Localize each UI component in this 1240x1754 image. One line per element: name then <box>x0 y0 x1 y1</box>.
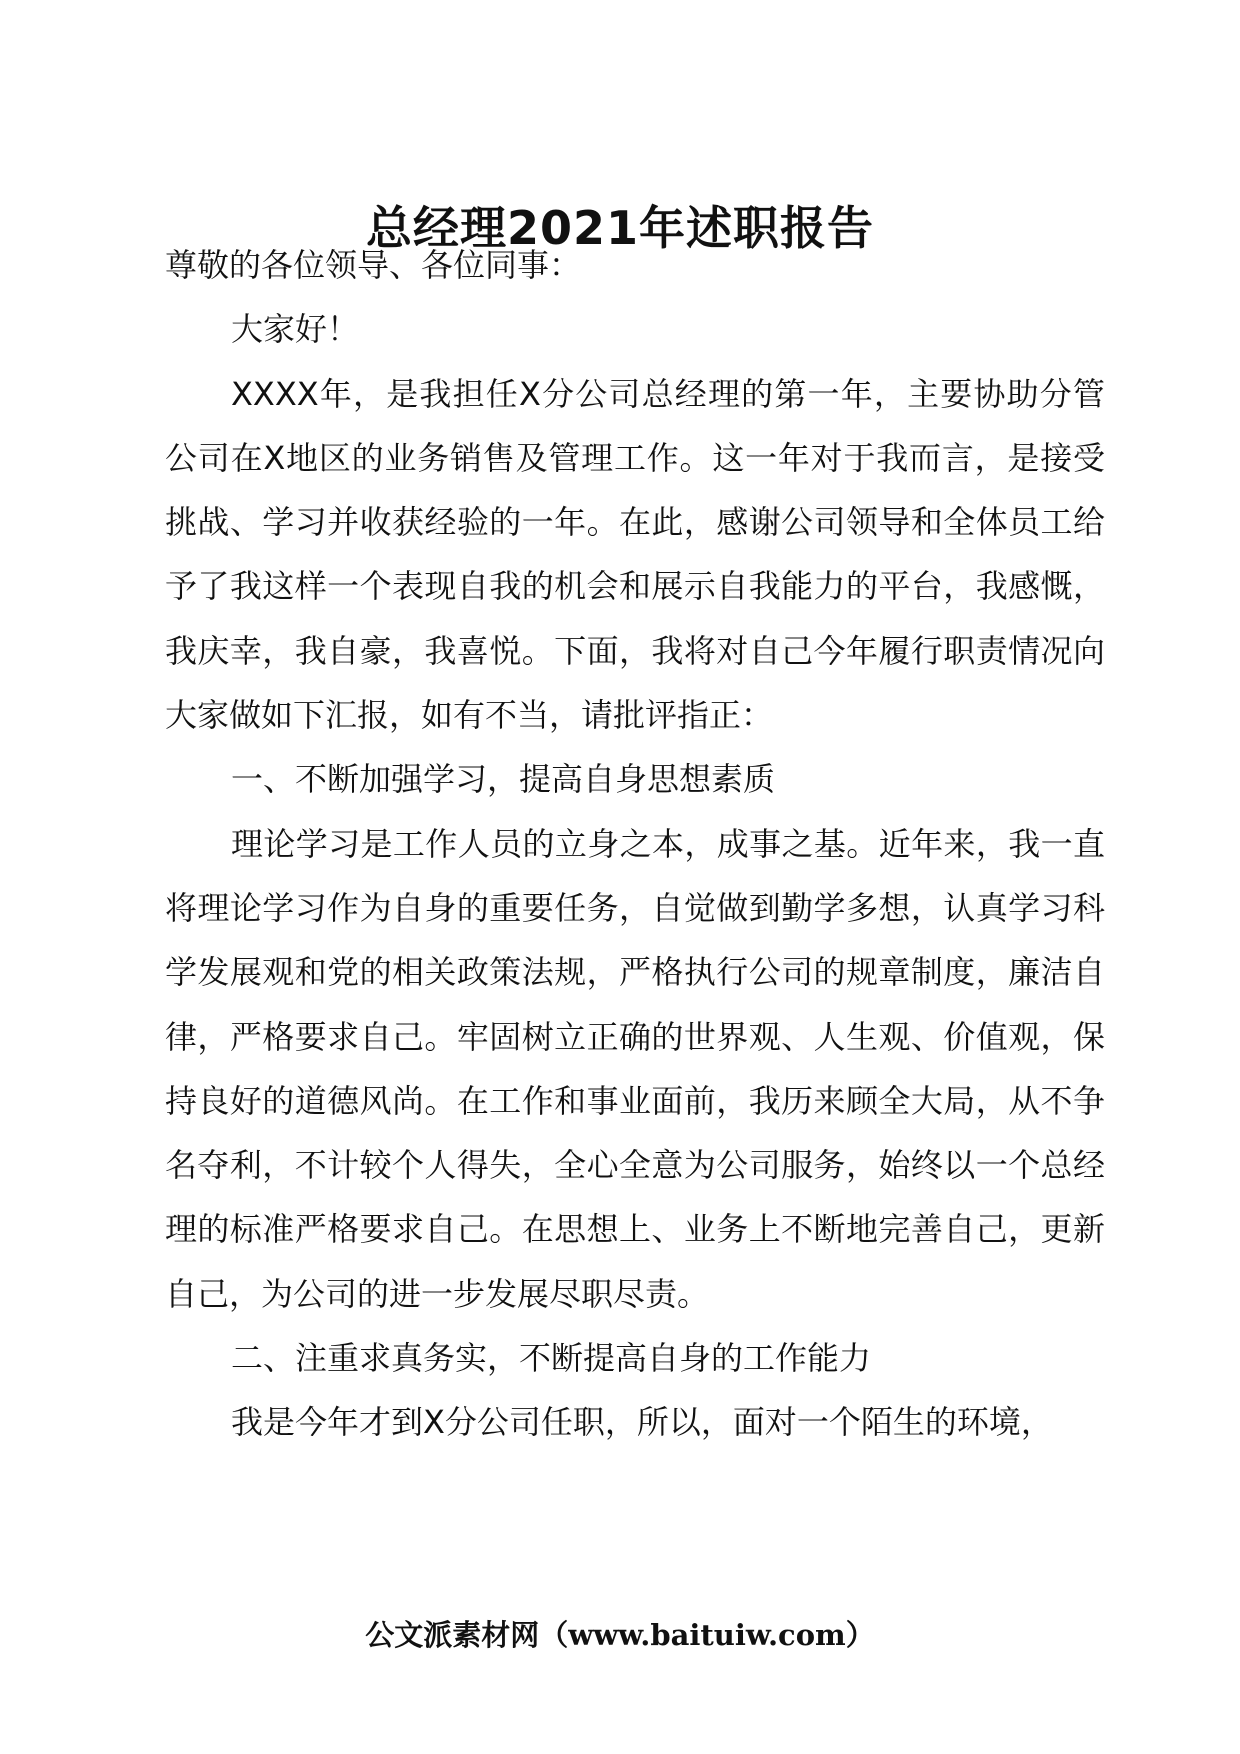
section-heading-2: 二、注重求真务实，不断提高自身的工作能力 <box>231 1339 872 1378</box>
document-title: 总经理2021年述职报告 <box>365 201 875 255</box>
greeting: 大家好！ <box>231 310 360 349</box>
document-body <box>165 233 1105 1455</box>
section-paragraph-1: 理论学习是工作人员的立身之本，成事之基。近年来，我一直将理论学习作为自身的重要任务，自觉做到勤学多想，认真学习科学发展观和党的相关政策法规，严格执行公司的规章制度，廉洁自律，严格要求自己。牢固树立正确的世界观、人生观、价值观，保持良好的道德风尚。在工作和事业面前，我历来顾全大局，从不争名夺利，不计较个人得失，全心全意为公司服务，始终以一个总经理的标准严格要求自己。在思想上、业务上不断地完善自己，更新自己，为公司的进一步发展尽职尽责。 <box>165 824 1105 1313</box>
intro-paragraph: XXXX年，是我担任X分公司总经理的第一年，主要协助分管公司在X地区的业务销售及管理工作。这一年对于我而言，是接受挑战、学习并收获经验的一年。在此，感谢公司领导和全体员工给予了我这样一个表现自我的机会和展示自我能力的平台，我感慨，我庆幸，我自豪，我喜悦。下面，我将对自己今年履行职责情况向大家做如下汇报，如有不当，请批评指正： <box>165 374 1105 735</box>
footer-watermark: 公文派素材网（www.baituiw.com） <box>365 1618 875 1652</box>
section-paragraph-2: 我是今年才到X分公司任职，所以，面对一个陌生的环境， <box>231 1403 1053 1442</box>
section-heading-1: 一、不断加强学习，提高自身思想素质 <box>231 760 776 799</box>
salutation: 尊敬的各位领导、各位同事： <box>165 246 582 284</box>
